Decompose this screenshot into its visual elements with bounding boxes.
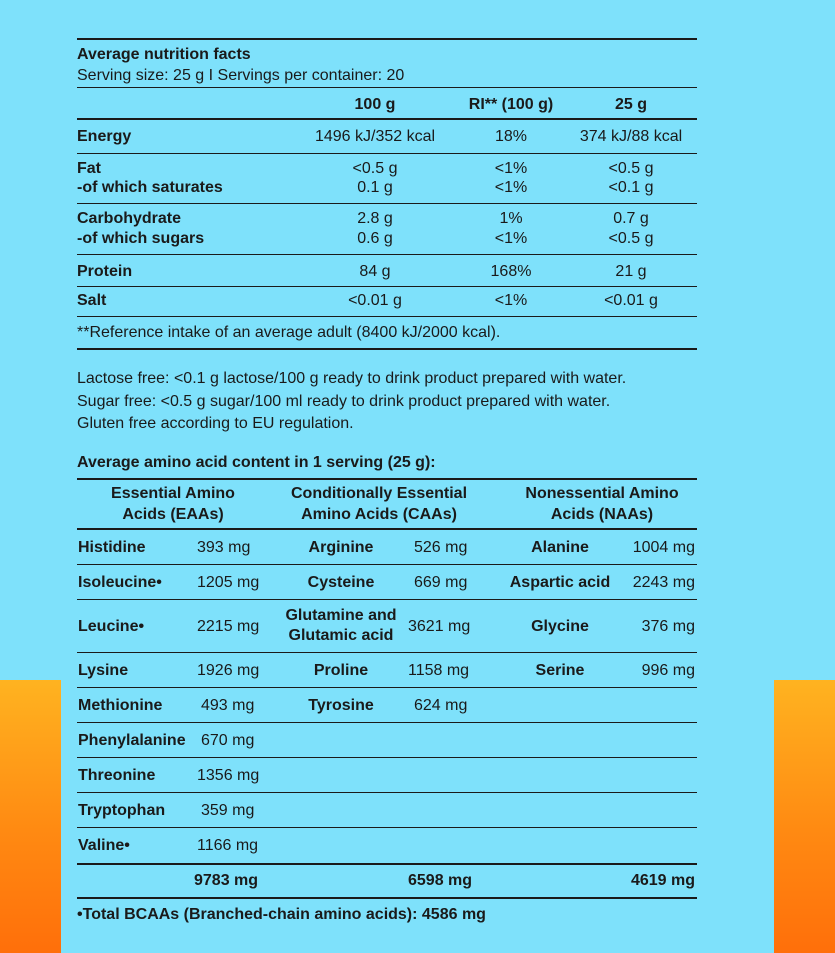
naa-name: Aspartic acid <box>509 574 611 591</box>
row-sugars-label: -of which sugars <box>77 230 205 247</box>
divider <box>77 203 697 204</box>
row-salt-25g: <0.01 g <box>604 292 658 309</box>
divider <box>77 827 697 828</box>
eaa-name: Methionine <box>78 697 163 714</box>
row-fat-25g: <0.5 g <box>608 160 654 177</box>
eaa-name: Lysine <box>78 662 129 679</box>
header-100g: 100 g <box>354 96 396 113</box>
row-sugars-ri: <1% <box>494 230 528 247</box>
caa-name-line2: Glutamic acid <box>288 627 394 644</box>
total-caa: 6598 mg <box>408 872 473 889</box>
row-energy-label: Energy <box>77 128 132 145</box>
eaa-name: Tryptophan <box>78 802 166 819</box>
row-salt-ri: <1% <box>494 292 528 309</box>
row-energy-100g: 1496 kJ/352 kcal <box>314 128 436 145</box>
caa-value: 624 mg <box>414 697 468 714</box>
row-energy-ri: 18% <box>494 128 528 145</box>
eaa-value: 670 mg <box>201 732 255 749</box>
row-protein-25g: 21 g <box>615 263 647 280</box>
eaa-name: Leucine• <box>78 618 145 635</box>
eaa-value: 393 mg <box>197 539 251 556</box>
row-protein-ri: 168% <box>490 263 532 280</box>
eaa-value: 2215 mg <box>197 618 260 635</box>
naa-value: 1004 mg <box>632 539 695 556</box>
left-orange-band <box>0 680 61 953</box>
eaa-value: 1166 mg <box>197 837 259 854</box>
eaa-name: Phenylalanine <box>78 732 186 749</box>
caa-value: 669 mg <box>414 574 468 591</box>
note-gluten: Gluten free according to EU regulation. <box>77 415 354 432</box>
row-fat-label: Fat <box>77 160 101 177</box>
row-carb-label: Carbohydrate <box>77 210 182 227</box>
divider <box>77 38 697 40</box>
caa-name: Cysteine <box>307 574 375 591</box>
bcaa-total: •Total BCAAs (Branched-chain amino acids): 4586 mg <box>77 906 486 923</box>
row-carb-ri: 1% <box>499 210 523 227</box>
row-sugars-100g: 0.6 g <box>357 230 393 247</box>
divider <box>77 87 697 88</box>
naa-value: 376 mg <box>641 618 695 635</box>
row-sugars-25g: <0.5 g <box>608 230 654 247</box>
eaa-name: Histidine <box>78 539 146 556</box>
naa-value: 996 mg <box>641 662 695 679</box>
divider <box>77 118 697 120</box>
eaa-value: 359 mg <box>201 802 255 819</box>
eaa-value: 493 mg <box>201 697 255 714</box>
row-salt-label: Salt <box>77 292 107 309</box>
header-25g: 25 g <box>614 96 647 113</box>
naa-name: Serine <box>535 662 585 679</box>
note-lactose: Lactose free: <0.1 g lactose/100 g ready to drink product prepared with water. <box>77 370 627 387</box>
right-orange-band <box>774 680 835 953</box>
nutrition-title: Average nutrition facts <box>77 46 251 63</box>
note-sugar: Sugar free: <0.5 g sugar/100 ml ready to drink product prepared with water. <box>77 393 611 410</box>
row-fat-ri: <1% <box>494 160 528 177</box>
amino-title: Average amino acid content in 1 serving (25 g): <box>77 454 436 471</box>
row-carb-25g: 0.7 g <box>613 210 649 227</box>
row-saturates-100g: 0.1 g <box>357 179 393 196</box>
row-protein-label: Protein <box>77 263 133 280</box>
caa-name: Arginine <box>308 539 374 556</box>
divider <box>77 863 697 865</box>
naa-value: 2243 mg <box>632 574 695 591</box>
divider <box>77 564 697 565</box>
eaa-value: 1205 mg <box>197 574 260 591</box>
header-naa-line1: Nonessential Amino <box>525 485 679 502</box>
header-ri: RI** (100 g) <box>468 96 554 113</box>
total-naa: 4619 mg <box>630 872 695 889</box>
divider <box>77 316 697 317</box>
row-carb-100g: 2.8 g <box>357 210 393 227</box>
caa-value: 526 mg <box>414 539 468 556</box>
divider <box>77 478 697 480</box>
eaa-value: 1356 mg <box>197 767 260 784</box>
row-saturates-25g: <0.1 g <box>608 179 654 196</box>
divider <box>77 722 697 723</box>
row-protein-100g: 84 g <box>359 263 391 280</box>
naa-name: Alanine <box>531 539 589 556</box>
divider <box>77 792 697 793</box>
divider <box>77 286 697 287</box>
header-eaa-line2: Acids (EAAs) <box>122 506 224 523</box>
caa-value: 3621 mg <box>408 618 471 635</box>
row-saturates-label: -of which saturates <box>77 179 223 196</box>
divider <box>77 254 697 255</box>
header-caa-line1: Conditionally Essential <box>290 485 468 502</box>
header-caa-line2: Amino Acids (CAAs) <box>301 506 457 523</box>
eaa-name: Isoleucine• <box>78 574 162 591</box>
eaa-name: Valine• <box>78 837 130 854</box>
serving-info: Serving size: 25 g I Servings per container: 20 <box>77 67 405 84</box>
eaa-value: 1926 mg <box>197 662 260 679</box>
row-fat-100g: <0.5 g <box>352 160 398 177</box>
divider <box>77 599 697 600</box>
divider <box>77 153 697 154</box>
divider <box>77 528 697 530</box>
caa-name: Proline <box>313 662 369 679</box>
reference-footnote: **Reference intake of an average adult (8400 kJ/2000 kcal). <box>77 324 501 341</box>
header-naa-line2: Acids (NAAs) <box>550 506 654 523</box>
eaa-name: Threonine <box>78 767 156 784</box>
row-energy-25g: 374 kJ/88 kcal <box>579 128 683 145</box>
caa-value: 1158 mg <box>408 662 470 679</box>
divider <box>77 757 697 758</box>
row-saturates-ri: <1% <box>494 179 528 196</box>
caa-name: Tyrosine <box>308 697 374 714</box>
header-eaa-line1: Essential Amino <box>111 485 235 502</box>
caa-name-line1: Glutamine and <box>285 607 397 624</box>
divider <box>77 687 697 688</box>
divider <box>77 652 697 653</box>
total-eaa: 9783 mg <box>194 872 259 889</box>
naa-name: Glycine <box>531 618 589 635</box>
divider <box>77 897 697 899</box>
row-salt-100g: <0.01 g <box>348 292 402 309</box>
divider <box>77 348 697 350</box>
